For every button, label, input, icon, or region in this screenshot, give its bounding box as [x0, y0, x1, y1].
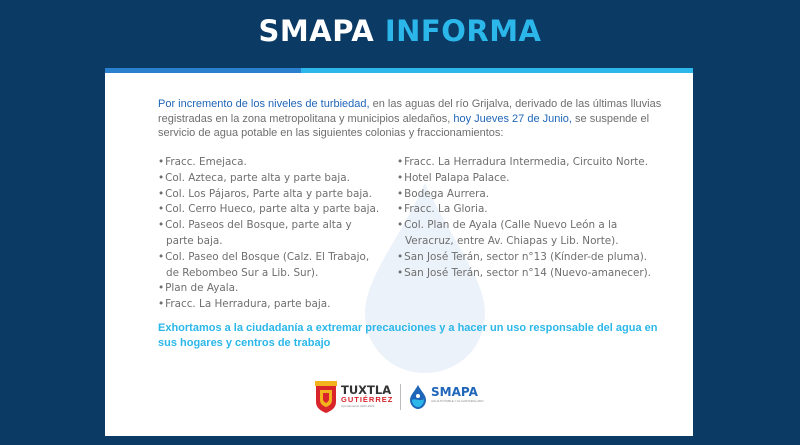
- tuxtla-shield-icon: [315, 381, 337, 413]
- footer-logos: [315, 381, 495, 417]
- smapa-name: SMAPA: [431, 385, 478, 399]
- water-drop-icon: [407, 384, 429, 410]
- logo-divider: [400, 384, 401, 410]
- tuxtla-name: TUXTLA: [341, 383, 392, 397]
- notice-intro: [158, 97, 678, 141]
- list-item: • Fracc. La Herradura, parte baja.: [158, 297, 380, 313]
- list-item: • Col. Paseo del Bosque (Calz. El Trabajo, de Rebombeo Sur a Lib. Sur).: [158, 250, 380, 282]
- list-item: • Col. Los Pájaros, Parte alta y parte baja.: [158, 187, 380, 203]
- header-word-smapa: SMAPA: [258, 14, 375, 48]
- smapa-logo-text: [431, 386, 484, 404]
- card-top-bar: [105, 68, 693, 73]
- list-item: • Col. Paseos del Bosque, parte alta y parte baja.: [158, 218, 380, 250]
- list-item: • Fracc. Emejaca.: [158, 155, 380, 171]
- closing-message: Exhortamos a la ciudadanía a extremar precauciones y a hacer un uso responsable del agua en sus hogares y centros de trabajo: [158, 322, 658, 349]
- intro-text-1: en las aguas del río Grijalva, derivado de las últimas lluvias registradas en la zona metropolitana y municipios aledaños,: [158, 98, 662, 125]
- list-item: • San José Terán, sector n°13 (Kínder-de pluma).: [397, 250, 667, 266]
- list-item: • Fracc. La Herradura Intermedia, Circuito Norte.: [397, 155, 667, 171]
- notice-card: [105, 68, 693, 436]
- tuxtla-logo-text: [341, 384, 393, 409]
- list-item: • Fracc. La Gloria.: [397, 202, 667, 218]
- tuxtla-subname: GUTIÉRREZ: [341, 395, 394, 404]
- list-item: • Col. Azteca, parte alta y parte baja.: [158, 171, 380, 187]
- intro-date: hoy Jueves 27 de Junio,: [453, 112, 572, 125]
- list-item: • Col. Plan de Ayala (Calle Nuevo León a la Veracruz, entre Av. Chiapas y Lib. Norte).: [397, 218, 667, 250]
- header-word-informa: INFORMA: [384, 14, 542, 48]
- smapa-tagline: AGUA POTABLE Y ALCANTARILLADO: [431, 399, 484, 403]
- list-item: • Plan de Ayala.: [158, 281, 380, 297]
- list-item: • San José Terán, sector n°14 (Nuevo-amanecer).: [397, 266, 667, 282]
- top-bar-dark-segment: [105, 68, 301, 73]
- list-item: • Col. Cerro Hueco, parte alta y parte baja.: [158, 202, 380, 218]
- tuxtla-tagline: Ayuntamiento 2021-2024: [341, 404, 375, 408]
- affected-list-right: [397, 155, 667, 281]
- top-bar-light-segment: [301, 68, 693, 73]
- page-header: [0, 14, 800, 48]
- list-item: • Hotel Palapa Palace.: [397, 171, 667, 187]
- affected-list-left: [158, 155, 380, 313]
- intro-text-2: se suspende el servicio de agua potable en las siguientes colonias y fraccionamientos:: [158, 112, 650, 139]
- list-item: • Bodega Aurrera.: [397, 187, 667, 203]
- intro-highlight: Por incremento de los niveles de turbiedad,: [158, 98, 370, 110]
